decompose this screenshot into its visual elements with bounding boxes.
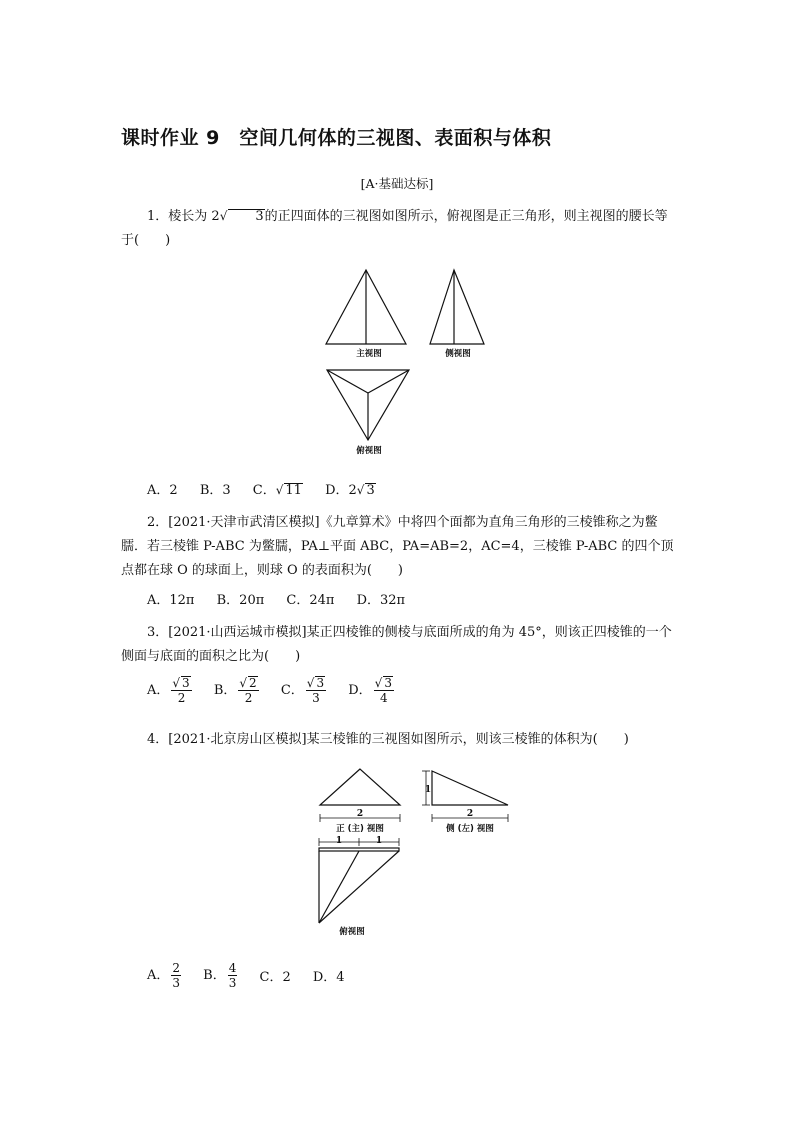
q4-top-right-label: 1 [375,836,383,846]
q1-side-caption: 侧视图 [445,349,471,359]
q4-option-a-label: A． [147,968,170,983]
sqrt-symbol: √ [356,483,365,497]
page-title: 课时作业 9 空间几何体的三视图、表面积与体积 [121,127,552,149]
q4-front-caption: 正 (主) 视图 [336,824,384,834]
q1-option-b[interactable]: B．3 [199,483,231,498]
q3-option-d-radicand: 3 [384,676,392,690]
q3-option-d-fraction: $\frac{√ 3}{4}$ [374,676,392,705]
q1-text-post: 的正四面体的三视图如图所示，俯视图是正三角形，则主视图的腰长等于( ) [121,209,668,248]
q3-option-b-denominator: 2 [244,691,253,705]
q1-option-c-radicand: 11 [285,483,302,498]
q1-option-d-radicand: 3 [366,483,375,498]
q1-option-a[interactable]: A．2 [147,483,178,498]
q3-option-c-fraction: $\frac{√ 3}{3}$ [306,676,325,705]
q1-top-caption: 俯视图 [356,446,382,456]
question-2-text: 2．[2021·天津市武清区模拟]《九章算术》中将四个面都为直角三角形的三棱锥称之为鳖臑．若三棱锥 P-ABC 为鳖臑，PA⊥平面 ABC，PA=AB=2，AC=4，三棱锥 P-ABC 的四个顶点都在球 O 的球面上，则球 O 的表面积为( ) [121,515,674,578]
question-4-text: 4．[2021·北京房山区模拟]某三棱锥的三视图如图所示，则该三棱锥的体积为( ) [147,732,629,747]
sqrt-symbol: √ [219,209,228,223]
q3-option-b-fraction: $\frac{√ 2}{2}$ [239,676,257,705]
q4-option-a-denominator: 3 [172,976,181,990]
q3-option-b-label: B． [213,683,237,698]
q4-front-width-label: 2 [356,809,364,819]
q4-option-b-denominator: 3 [228,976,237,990]
q4-option-a-fraction [171,961,181,990]
q3-option-c-radicand: 3 [316,676,325,690]
q4-option-b[interactable] [203,961,237,990]
q4-side-height-label: 1 [424,785,432,795]
q3-option-d-denominator: 4 [379,691,388,705]
q1-option-d-label: D．2 [325,483,357,498]
q4-options [147,961,363,990]
q3-option-c-label: C． [280,683,304,698]
q3-option-b-radicand: 2 [249,676,257,690]
q1-option-c-label: C． [252,483,276,498]
q1-front-caption: 主视图 [356,349,382,359]
q4-option-c[interactable]: C．2 [259,970,291,985]
q4-side-width-label: 2 [466,809,474,819]
q1-radicand: 3 [228,209,264,223]
q4-option-b-numerator: 4 [228,961,237,975]
q4-side-view [432,771,508,805]
sqrt-symbol: √ [275,483,284,497]
q4-top-caption: 俯视图 [339,927,365,937]
q4-dimension-lines [319,771,508,846]
q4-front-view [320,769,400,805]
q4-side-caption: 侧 (左) 视图 [446,824,494,834]
q2-option-a[interactable]: A．12π [147,593,195,608]
q3-option-c-denominator: 3 [312,691,320,705]
q3-option-a-fraction: $\frac{√ 3}{2}$ [172,676,190,705]
q4-top-view [319,848,399,923]
q2-option-c[interactable]: C．24π [286,593,335,608]
q4-option-d[interactable]: D．4 [312,970,345,985]
q3-option-d-label: D． [348,683,372,698]
q4-option-a[interactable] [147,961,181,990]
q3-option-a-denominator: 2 [177,691,186,705]
question-3-text: 3．[2021·山西运城市模拟]某正四棱锥的侧棱与底面所成的角为 45°，则该正四棱锥的一个侧面与底面的面积之比为( ) [121,625,672,664]
q3-option-a-radicand: 3 [182,676,190,690]
q4-top-left-label: 1 [335,836,343,846]
section-heading: [A·基础达标] [360,176,434,191]
q4-option-b-fraction [228,961,238,990]
q4-option-b-label: B． [203,968,226,983]
q3-option-a-label: A． [147,683,170,698]
q1-text-pre: 1．棱长为 2 [147,209,220,224]
q2-option-d[interactable]: D．32π [356,593,406,608]
q2-option-b[interactable]: B．20π [216,593,265,608]
q4-option-a-numerator: 2 [172,961,181,975]
